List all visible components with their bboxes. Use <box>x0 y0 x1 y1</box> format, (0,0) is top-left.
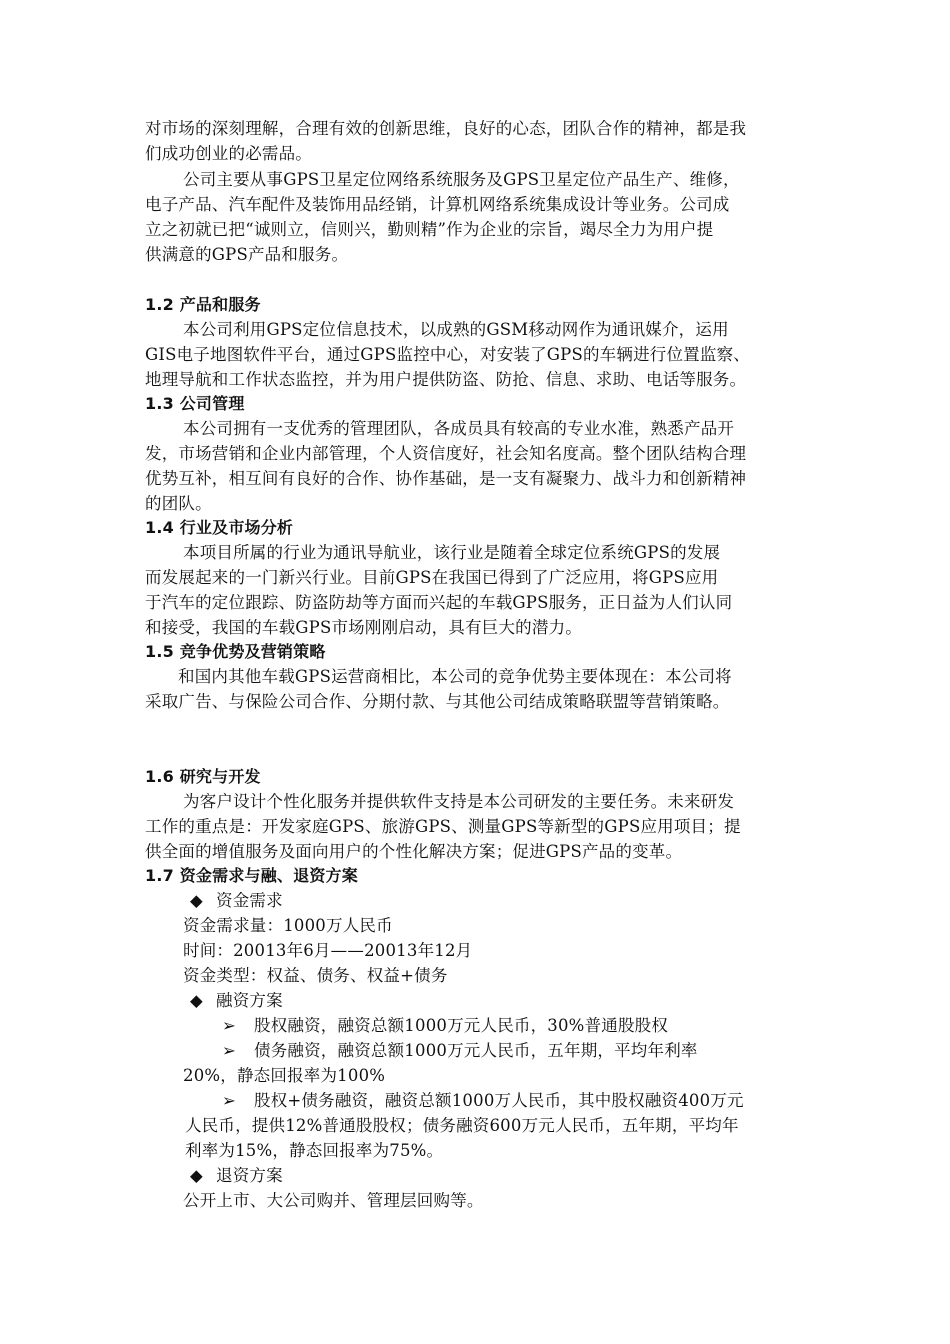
business-line-2: 电子产品、汽车配件及装饰用品经销，计算机网络系统集成设计等业务。公司成 <box>145 195 730 214</box>
heading-1-5: 1.5 竞争优势及营销策略 <box>145 642 326 661</box>
financing-option-2-cont: 20%，静态回报率为100% <box>183 1066 386 1085</box>
s15-line-1: 和国内其他车载GPS运营商相比，本公司的竞争优势主要体现在：本公司将 <box>178 667 732 686</box>
arrow-bullet-icon: ➢ <box>222 1041 237 1060</box>
exit-plan-text: 公开上市、大公司购并、管理层回购等。 <box>183 1191 484 1210</box>
intro-line-1: 对市场的深刻理解，合理有效的创新思维，良好的心态，团队合作的精神，都是我 <box>145 119 747 138</box>
heading-1-7: 1.7 资金需求与融、退资方案 <box>145 866 358 885</box>
financing-option-3-cont-1: 人民币，提供12%普通股股权；债务融资600万元人民币，五年期，平均年 <box>185 1116 739 1135</box>
business-line-3: 立之初就已把“诚则立，信则兴，勤则精”作为企业的宗旨，竭尽全力为用户提 <box>145 220 714 239</box>
s13-line-2: 发，市场营销和企业内部管理，个人资信度好，社会知名度高。整个团队结构合理 <box>145 444 747 463</box>
financing-plan-title: 融资方案 <box>216 991 283 1010</box>
s14-line-3: 于汽车的定位跟踪、防盗防劫等方面而兴起的车载GPS服务，正日益为人们认同 <box>145 593 733 612</box>
s12-line-2: GIS电子地图软件平台，通过GPS监控中心，对安装了GPS的车辆进行位置监察、 <box>145 345 750 364</box>
financing-plan-bullet <box>190 991 283 1011</box>
diamond-bullet-icon: ◆ <box>190 891 203 910</box>
financing-option-3-cont-2: 利率为15%，静态回报率为75%。 <box>185 1141 444 1160</box>
business-line-1: 公司主要从事GPS卫星定位网络系统服务及GPS卫星定位产品生产、维修， <box>183 170 740 189</box>
s16-line-2: 工作的重点是：开发家庭GPS、旅游GPS、测量GPS等新型的GPS应用项目；提 <box>145 817 741 836</box>
diamond-bullet-icon: ◆ <box>190 1166 203 1185</box>
heading-1-3: 1.3 公司管理 <box>145 394 245 413</box>
arrow-bullet-icon: ➢ <box>222 1016 237 1035</box>
diamond-bullet-icon: ◆ <box>190 991 203 1010</box>
s12-line-1: 本公司利用GPS定位信息技术，以成熟的GSM移动网作为通讯媒介，运用 <box>183 320 729 339</box>
financing-option-3: ➢ 股权+债务融资，融资总额1000万人民币，其中股权融资400万元 <box>222 1091 744 1110</box>
s14-line-2: 而发展起来的一门新兴行业。目前GPS在我国已得到了广泛应用，将GPS应用 <box>145 568 719 587</box>
financing-option-2: ➢ 债务融资，融资总额1000万元人民币，五年期，平均年利率 <box>222 1041 698 1060</box>
s13-line-3: 优势互补，相互间有良好的合作、协作基础，是一支有凝聚力、战斗力和创新精神 <box>145 469 747 488</box>
s14-line-4: 和接受，我国的车载GPS市场刚刚启动，具有巨大的潜力。 <box>145 618 582 637</box>
s16-line-1: 为客户设计个性化服务并提供软件支持是本公司研发的主要任务。未来研发 <box>183 792 735 811</box>
exit-plan-bullet <box>190 1166 283 1186</box>
exit-plan-title: 退资方案 <box>216 1166 283 1185</box>
s12-line-3: 地理导航和工作状态监控，并为用户提供防盗、防抢、信息、求助、电话等服务。 <box>145 370 747 389</box>
s13-line-4: 的团队。 <box>145 494 212 513</box>
s16-line-3: 供全面的增值服务及面向用户的个性化解决方案；促进GPS产品的变革。 <box>145 842 683 861</box>
funding-time: 时间：20013年6月——20013年12月 <box>183 941 473 960</box>
heading-1-2: 1.2 产品和服务 <box>145 295 261 314</box>
business-line-4: 供满意的GPS产品和服务。 <box>145 245 349 264</box>
s15-line-2: 采取广告、与保险公司合作、分期付款、与其他公司结成策略联盟等营销策略。 <box>145 692 730 711</box>
funding-type: 资金类型：权益、债务、权益+债务 <box>183 966 448 985</box>
arrow-bullet-icon: ➢ <box>222 1091 237 1110</box>
heading-1-6: 1.6 研究与开发 <box>145 767 261 786</box>
s14-line-1: 本项目所属的行业为通讯导航业，该行业是随着全球定位系统GPS的发展 <box>183 543 721 562</box>
heading-1-4: 1.4 行业及市场分析 <box>145 518 294 537</box>
funding-need-bullet <box>190 891 283 911</box>
funding-amount: 资金需求量：1000万人民币 <box>183 916 393 935</box>
s13-line-1: 本公司拥有一支优秀的管理团队，各成员具有较高的专业水准，熟悉产品开 <box>183 419 735 438</box>
funding-need-title: 资金需求 <box>216 891 283 910</box>
financing-option-1: ➢ 股权融资，融资总额1000万元人民币，30%普通股股权 <box>222 1016 669 1035</box>
intro-line-2: 们成功创业的必需品。 <box>145 144 312 163</box>
